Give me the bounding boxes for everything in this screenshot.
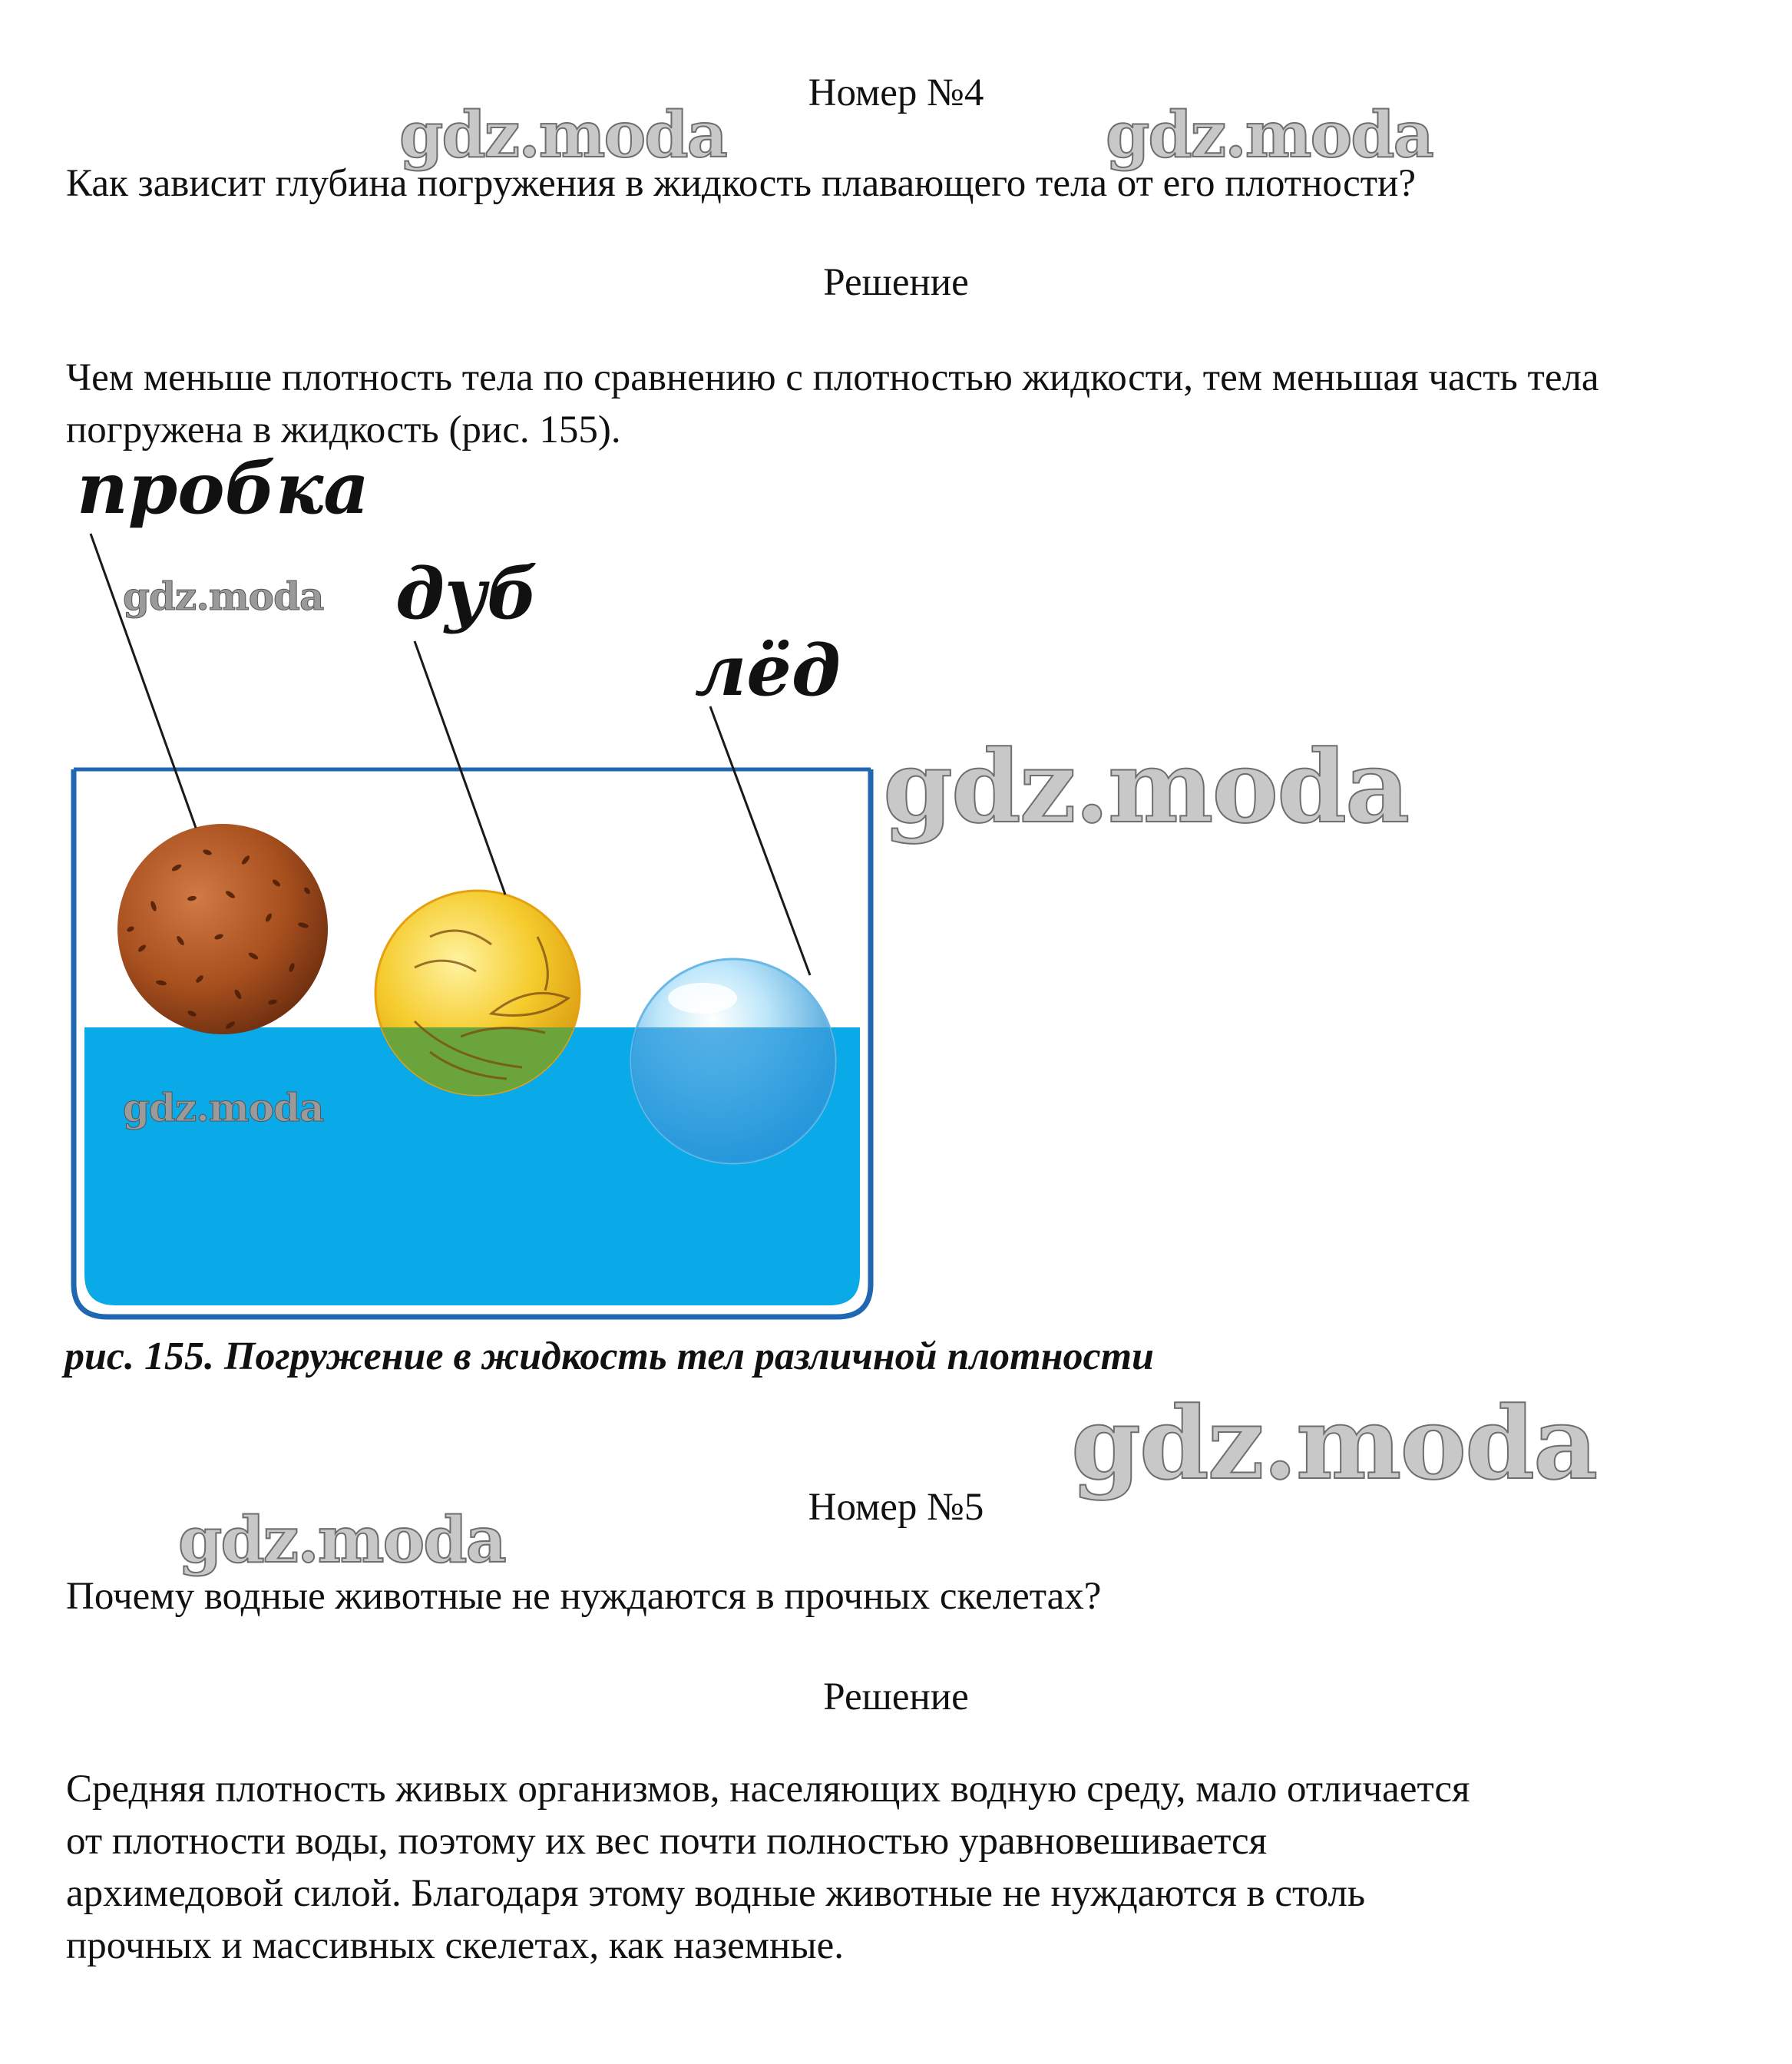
task5-heading: Номер №5 [808, 1486, 984, 1529]
ice-label: лёд [695, 629, 841, 712]
cork-label: пробка [77, 453, 369, 530]
watermark: gdz.moda [883, 728, 1409, 845]
task5-answer-line: Средняя плотность живых организмов, населяющих водную среду, мало отличается [66, 1768, 1470, 1811]
watermark: gdz.moda [1071, 1384, 1597, 1502]
watermark: gdz.moda [123, 1085, 324, 1130]
task4-heading: Номер №4 [808, 71, 984, 114]
task4-answer: Чем меньше плотность тела по сравнению с плотностью жидкости, тем меньшая часть тела погружена в жидкость (рис. 155). [66, 356, 1599, 452]
oak-ball [375, 891, 580, 1095]
oak-label: дуб [395, 552, 538, 635]
task4-question: Как зависит глубина погружения в жидкость плавающего тела от его плотности? [66, 162, 1416, 205]
task5-answer-line: прочных и массивных скелетах, как наземные. [66, 1924, 845, 1967]
task5-question: Почему водные животные не нуждаются в прочных скелетах? [66, 1575, 1102, 1618]
cork-ball [117, 824, 328, 1034]
watermark: gdz.moda [1106, 98, 1433, 172]
task5-answer [66, 1763, 1755, 1972]
watermark: gdz.moda [399, 98, 726, 172]
task5-solution-label: Решение [823, 1675, 969, 1718]
task5-answer-line: архимедовой силой. Благодаря этому водные животные не нуждаются в столь [66, 1872, 1366, 1915]
task4-solution-label: Решение [823, 261, 969, 304]
ice-pointer [710, 706, 810, 975]
ice-ball [631, 959, 835, 1163]
watermark: gdz.moda [123, 574, 324, 619]
figure-caption: рис. 155. Погружение в жидкость тел различной плотности [64, 1335, 1154, 1378]
watermark: gdz.moda [178, 1503, 505, 1577]
task5-answer-line: от плотности воды, поэтому их вес почти полностью уравновешивается [66, 1820, 1268, 1863]
